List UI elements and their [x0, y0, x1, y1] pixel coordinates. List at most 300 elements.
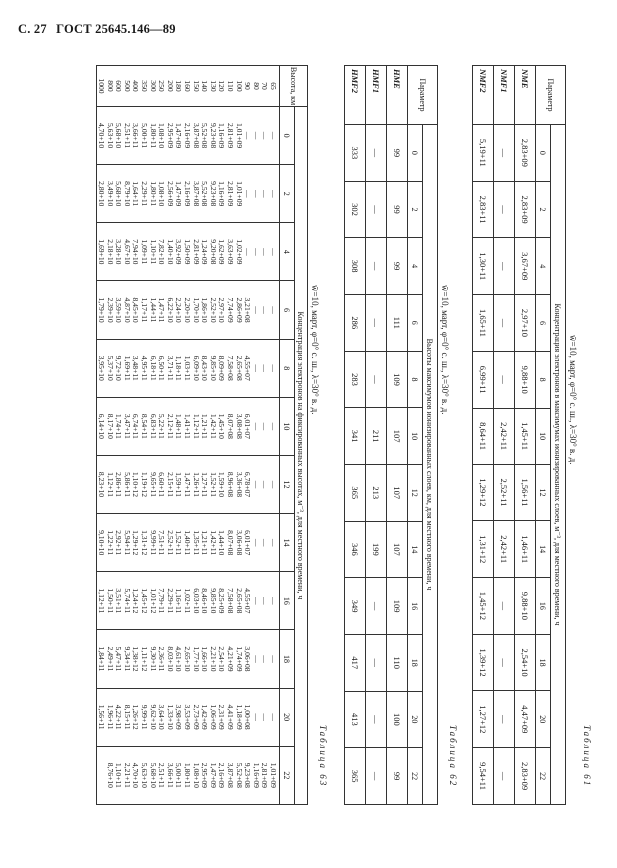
value-cell: 9,20+08 — [208, 239, 218, 265]
value-cell: 6,01+07 — [243, 530, 253, 556]
value-cell: 2,56+09 — [165, 181, 175, 207]
table-row — [366, 66, 387, 805]
value-cell: 346 — [345, 521, 366, 578]
value-cell: 8,09+09 — [217, 355, 227, 381]
value-cell: 9,85+10 — [208, 355, 218, 381]
value-cell: — — [251, 538, 261, 547]
value-cell: 4,21+09 — [226, 646, 236, 672]
value-cell: 3,87+08 — [226, 762, 236, 788]
value-cell: 3,49+10 — [105, 181, 115, 207]
value-cell: 333 — [345, 125, 366, 182]
value-cell: 1,08+10 — [157, 122, 167, 149]
value-cell: — — [260, 422, 270, 431]
value-cell: 109 — [387, 578, 408, 635]
value-cell: 1,39+12 — [473, 634, 494, 691]
value-cell: 5,00+11 — [174, 762, 184, 788]
param-name: NMF1 — [494, 66, 515, 125]
param-header: Параметр — [536, 66, 566, 125]
value-column — [96, 746, 279, 804]
value-cell: 2,83+09 — [515, 125, 536, 182]
hours-row — [408, 66, 423, 805]
value-cell: 1,52+11 — [208, 472, 218, 497]
value-cell: 2,95+09 — [200, 762, 210, 788]
value-cell: 1,69+11 — [122, 355, 132, 381]
value-cell: — — [251, 306, 261, 314]
height-value: 1000 — [97, 78, 107, 94]
hour-cell: 8 — [280, 339, 295, 397]
value-cell: 7,79+11 — [157, 588, 167, 614]
value-column — [96, 455, 279, 513]
hour-cell: 2 — [280, 165, 295, 223]
value-cell: — — [269, 364, 278, 372]
value-cell: 8,46+10 — [200, 588, 210, 614]
value-cell: 4,47+09 — [515, 691, 536, 748]
value-cell: 3,28+10 — [114, 239, 124, 265]
height-value: 350 — [140, 80, 150, 92]
value-cell: 3,66+11 — [131, 123, 141, 149]
hours-row — [536, 66, 551, 805]
value-cell: — — [243, 131, 253, 140]
value-cell: 9,34+11 — [122, 646, 132, 672]
header-row — [295, 66, 308, 805]
value-cell: 6,03+10 — [191, 588, 201, 614]
value-cell: — — [494, 295, 515, 352]
value-cell: 111 — [387, 294, 408, 351]
value-cell: 2,16+09 — [217, 762, 227, 788]
hour-cell: 8 — [536, 351, 551, 408]
value-cell: 6,60+11 — [157, 472, 167, 497]
value-cell: 9,85+10 — [208, 588, 218, 614]
value-column — [96, 281, 279, 339]
hour-cell: 20 — [280, 688, 295, 746]
value-cell: 100 — [387, 691, 408, 748]
page-header — [18, 22, 176, 37]
hour-cell: 22 — [280, 746, 295, 804]
value-cell: 2,81+09 — [260, 762, 270, 788]
hour-cell: 22 — [536, 748, 551, 805]
value-cell: 1,35+11 — [191, 530, 201, 556]
value-cell: 1,45+11 — [515, 408, 536, 464]
value-cell: 1,16+09 — [251, 762, 261, 788]
value-cell: 7,58+08 — [226, 355, 236, 381]
hour-cell: 16 — [536, 578, 551, 635]
value-cell: 1,03+11 — [183, 355, 193, 381]
value-cell: 3,47+11 — [122, 413, 132, 439]
value-cell: 1,21+11 — [200, 530, 210, 556]
height-value: 600 — [114, 80, 124, 92]
height-value: 80 — [251, 82, 261, 90]
value-cell: — — [251, 131, 261, 140]
value-cell: 110 — [387, 634, 408, 691]
value-cell: 1,02+09 — [234, 239, 244, 265]
value-cell: 1,40+11 — [183, 530, 193, 556]
value-cell: 1,66+10 — [200, 646, 210, 672]
value-cell: 2,39+10 — [105, 297, 115, 323]
value-cell: 1,47+09 — [174, 181, 184, 207]
value-cell: — — [260, 364, 270, 372]
value-cell: 1,80+11 — [148, 123, 158, 149]
value-cell: 2,42+11 — [494, 521, 515, 578]
value-cell: — — [494, 748, 515, 805]
value-cell: 3,66+11 — [165, 762, 175, 788]
value-cell: 107 — [387, 521, 408, 578]
value-cell: 1,18+11 — [174, 355, 184, 381]
value-cell: — — [251, 248, 261, 256]
value-cell: — — [260, 306, 270, 314]
value-cell: 2,31+09 — [217, 704, 227, 730]
hour-cell: 16 — [408, 578, 423, 635]
group-header: Высоты максимумов ионизированных слоев, км, для местного времени, ч — [423, 125, 438, 805]
table-row — [494, 66, 515, 805]
value-cell: 8,07+08 — [226, 530, 236, 556]
value-cell: 1,59+11 — [174, 472, 184, 497]
value-cell: 1,01+12 — [148, 588, 158, 614]
height-value: 180 — [174, 80, 184, 92]
height-value: 160 — [183, 80, 193, 92]
hour-cell: 14 — [280, 514, 295, 572]
value-cell: — — [269, 655, 278, 663]
table-62-label: Таблица 62 — [448, 725, 458, 788]
value-cell: 1,56+11 — [515, 464, 536, 521]
param-header: Параметр — [408, 66, 438, 125]
value-cell: 6,78+07 — [243, 471, 253, 498]
value-cell: 5,94+11 — [122, 530, 132, 556]
value-cell: 2,29+11 — [165, 588, 175, 614]
value-cell: 1,77+10 — [191, 646, 201, 672]
value-cell: 1,41+11 — [183, 413, 193, 439]
value-column — [96, 572, 279, 630]
height-value: 120 — [217, 80, 227, 92]
hour-cell: 18 — [280, 630, 295, 688]
hour-cell: 14 — [536, 521, 551, 578]
value-cell: — — [494, 691, 515, 748]
value-cell: 2,52+10 — [208, 297, 218, 323]
value-cell: 2,24+10 — [174, 297, 184, 323]
value-cell: 1,06+09 — [208, 704, 218, 730]
height-value: 150 — [191, 80, 201, 92]
value-cell: 4,41+09 — [226, 704, 236, 730]
value-cell: 1,00+08 — [243, 704, 253, 730]
value-cell: 1,16+09 — [217, 181, 227, 207]
heights-column — [96, 66, 279, 107]
value-cell: 2,18+10 — [105, 239, 115, 265]
param-name: HME — [387, 66, 408, 125]
value-cell: 8,76+10 — [105, 762, 115, 788]
group-header: Концентрация электронов в максимумах ионизированных слоев, м⁻³, для местного времени, ч — [551, 125, 566, 805]
value-column — [96, 397, 279, 455]
value-cell: 1,21+11 — [200, 413, 210, 439]
table-row — [515, 66, 536, 805]
hour-cell: 6 — [536, 295, 551, 352]
value-cell: 5,52+08 — [200, 122, 210, 149]
value-cell: 1,44+10 — [217, 530, 227, 556]
value-cell: 349 — [345, 578, 366, 635]
value-cell: 3,51+11 — [114, 588, 124, 614]
value-cell: — — [269, 189, 278, 198]
value-cell: 9,10+10 — [97, 530, 107, 556]
value-cell: 5,00+11 — [140, 123, 150, 149]
value-cell: 7,82+10 — [157, 239, 167, 265]
value-cell: 2,86+09 — [234, 297, 244, 323]
value-cell: 1,42+11 — [208, 413, 218, 439]
value-cell: — — [251, 597, 261, 605]
value-cell: 2,97+10 — [217, 297, 227, 323]
height-value: 70 — [260, 82, 270, 90]
value-column — [96, 688, 279, 746]
param-name: NMF2 — [473, 66, 494, 125]
hour-cell: 8 — [408, 351, 423, 408]
value-cell: — — [366, 748, 387, 805]
value-cell: 1,64+11 — [131, 181, 141, 207]
value-cell: 1,08+10 — [191, 762, 201, 788]
value-cell: 1,56+11 — [97, 704, 107, 730]
value-cell: 9,23+08 — [243, 762, 253, 788]
value-cell: — — [260, 131, 270, 140]
value-cell: 8,64+11 — [473, 408, 494, 464]
value-cell: — — [251, 422, 261, 431]
value-cell: 109 — [387, 351, 408, 408]
value-cell: 8,15+11 — [122, 704, 132, 730]
value-cell: 1,84+11 — [97, 646, 107, 672]
hour-cell: 18 — [408, 634, 423, 691]
value-cell: — — [494, 578, 515, 635]
value-cell: 8,07+08 — [226, 413, 236, 439]
value-cell: 1,11+12 — [140, 646, 150, 672]
value-cell: — — [251, 655, 261, 663]
value-cell: — — [260, 248, 270, 256]
value-cell: 8,23+10 — [97, 471, 107, 498]
value-cell: 99 — [387, 125, 408, 182]
value-cell: 1,31+12 — [473, 521, 494, 578]
value-cell: 1,31+12 — [140, 530, 150, 556]
value-cell: 286 — [345, 294, 366, 351]
value-cell: 4,95+11 — [140, 355, 150, 381]
value-column — [96, 339, 279, 397]
value-cell: — — [366, 634, 387, 691]
value-cell: 2,15+11 — [165, 472, 175, 497]
height-value: 65 — [269, 82, 278, 90]
hour-cell: 12 — [536, 464, 551, 521]
value-cell: 2,92+11 — [114, 530, 124, 556]
value-cell: 1,12+11 — [105, 472, 115, 497]
value-cell: 3,06+08 — [243, 646, 253, 672]
value-cell: 1,50+09 — [183, 239, 193, 265]
value-cell: 1,10+11 — [114, 762, 124, 788]
value-cell: 6,18+11 — [148, 355, 158, 381]
value-cell: 5,68+10 — [148, 762, 158, 788]
hour-cell: 4 — [408, 238, 423, 295]
hour-cell: 20 — [536, 691, 551, 748]
table-row — [473, 66, 494, 805]
value-cell: — — [366, 238, 387, 295]
value-cell: 7,94+10 — [131, 239, 141, 265]
value-cell: 2,29+11 — [140, 181, 150, 207]
table-63-label: Таблица 63 — [318, 725, 328, 788]
value-cell: 5,52+08 — [234, 762, 244, 788]
value-cell: 1,79+10 — [97, 297, 107, 323]
value-cell: 2,12+11 — [165, 413, 175, 439]
group-header: Концентрация электронов на фиксированных высотах, м⁻³, для местного времени, ч — [295, 107, 308, 805]
value-column — [96, 165, 279, 223]
value-cell: 8,96+08 — [226, 471, 236, 498]
value-cell: 6,83+11 — [148, 413, 158, 439]
value-cell: 1,29+12 — [473, 464, 494, 521]
rotated-content — [11, 55, 596, 835]
value-cell: 2,86+11 — [114, 472, 124, 497]
value-cell: 4,22+11 — [114, 704, 124, 730]
value-cell: 4,87+10 — [122, 297, 132, 323]
height-value: 250 — [157, 80, 167, 92]
value-cell: 2,65+10 — [183, 646, 193, 672]
value-cell: 3,92+09 — [174, 239, 184, 265]
value-cell: 2,54+10 — [515, 634, 536, 691]
value-cell: — — [269, 538, 278, 547]
value-cell: 9,54+11 — [473, 748, 494, 805]
value-cell: 2,51+11 — [122, 123, 132, 149]
value-cell: — — [260, 538, 270, 547]
height-value: 400 — [131, 80, 141, 92]
value-cell: 1,12+11 — [191, 413, 201, 439]
value-cell: 6,22+10 — [165, 297, 175, 323]
value-cell: 213 — [366, 464, 387, 521]
hour-cell: 18 — [536, 634, 551, 691]
hours-row — [280, 66, 295, 805]
value-cell: 9,88+10 — [515, 578, 536, 635]
value-cell: 9,99+11 — [148, 530, 158, 556]
value-cell: 4,67+10 — [122, 239, 132, 265]
value-cell: — — [251, 189, 261, 198]
value-cell: 1,19+12 — [140, 471, 150, 498]
value-cell: 9,23+08 — [208, 122, 218, 149]
value-cell: 413 — [345, 691, 366, 748]
value-cell: 1,10+11 — [148, 239, 158, 265]
value-cell: 3,21+08 — [243, 297, 253, 323]
value-cell: — — [494, 125, 515, 182]
value-cell: 9,88+10 — [515, 351, 536, 408]
value-cell: 1,70+10 — [191, 297, 201, 323]
value-cell: 2,52+11 — [494, 464, 515, 521]
header-row — [551, 66, 566, 805]
value-cell: 1,18+09 — [234, 704, 244, 730]
value-cell: 1,01+09 — [269, 762, 278, 788]
hour-cell: 0 — [536, 125, 551, 182]
table-62 — [344, 65, 438, 805]
value-cell: — — [494, 238, 515, 295]
value-cell: 3,98+09 — [174, 704, 184, 730]
table-61-label: Таблица 61 — [582, 725, 592, 788]
hour-cell: 6 — [408, 294, 423, 351]
value-cell: 8,03+10 — [165, 646, 175, 672]
value-cell: 2,81+09 — [226, 181, 236, 207]
value-cell: 1,09+11 — [140, 239, 150, 265]
height-value: 300 — [148, 80, 158, 92]
hour-cell: 12 — [280, 455, 295, 513]
value-cell: 1,33+10 — [165, 704, 175, 730]
value-column — [96, 630, 279, 688]
value-cell: 1,74+11 — [114, 413, 124, 439]
value-cell: 2,81+09 — [226, 122, 236, 149]
value-cell: 3,71+11 — [165, 355, 175, 381]
value-cell: 3,95+10 — [97, 355, 107, 381]
value-cell: — — [494, 634, 515, 691]
height-value: 500 — [122, 80, 132, 92]
value-cell: 5,63+10 — [140, 762, 150, 788]
value-cell: 5,19+11 — [473, 125, 494, 182]
value-cell: 365 — [345, 748, 366, 805]
height-value: 110 — [226, 80, 236, 92]
hour-cell: 10 — [280, 397, 295, 455]
value-cell: 2,16+09 — [183, 122, 193, 149]
value-cell: 1,69+10 — [97, 239, 107, 265]
value-cell: 1,47+11 — [157, 297, 167, 323]
page-number: С. 27 — [18, 22, 47, 36]
value-cell: 8,43+10 — [200, 355, 210, 381]
table-row — [387, 66, 408, 805]
value-cell: 5,86+11 — [122, 472, 132, 497]
value-cell: 6,50+11 — [157, 355, 167, 381]
value-cell: 1,01+09 — [234, 181, 244, 207]
value-cell: 3,87+08 — [191, 181, 201, 207]
value-cell: 9,23+08 — [208, 181, 218, 207]
value-cell: 6,74+11 — [131, 413, 141, 439]
value-cell: 7,51+11 — [157, 530, 167, 556]
value-cell: 5,47+11 — [114, 646, 124, 672]
value-column — [96, 223, 279, 281]
height-value: 90 — [243, 82, 253, 90]
value-cell: 1,12+11 — [97, 588, 107, 614]
hour-cell: 10 — [408, 408, 423, 465]
value-cell: 3,87+08 — [191, 122, 201, 149]
value-cell: 1,24+12 — [131, 588, 141, 614]
value-cell: 308 — [345, 238, 366, 295]
value-cell: 8,54+11 — [140, 413, 150, 439]
value-cell: 5,22+11 — [157, 413, 167, 439]
value-cell: — — [260, 713, 270, 721]
value-cell: — — [260, 189, 270, 198]
value-cell: 1,24+09 — [200, 239, 210, 265]
value-cell: 1,44+11 — [148, 297, 158, 323]
value-cell: 341 — [345, 408, 366, 465]
value-cell: 1,46+11 — [515, 521, 536, 578]
value-cell: 211 — [366, 408, 387, 465]
value-cell: 1,02+11 — [183, 588, 193, 614]
height-value: 130 — [208, 80, 218, 92]
value-cell: 1,26+12 — [131, 704, 141, 730]
value-cell: 1,45+12 — [473, 578, 494, 635]
hour-cell: 16 — [280, 572, 295, 630]
value-cell: — — [251, 480, 261, 489]
hour-cell: 20 — [408, 691, 423, 748]
value-cell: 3,36+08 — [234, 471, 244, 498]
value-cell: — — [269, 306, 278, 314]
hour-cell: 0 — [280, 107, 295, 165]
value-cell: 3,06+08 — [234, 530, 244, 556]
value-cell: 4,55+07 — [243, 588, 253, 614]
value-cell: 9,99+11 — [140, 704, 150, 730]
value-cell: 99 — [387, 181, 408, 238]
table-62-condition: w̄=10, март, φ=0° с. ш., λ=30° в. д. — [440, 285, 450, 415]
value-cell: — — [260, 655, 270, 663]
value-cell: 1,42+09 — [200, 704, 210, 730]
value-cell: — — [366, 294, 387, 351]
value-cell: 3,59+10 — [114, 297, 124, 323]
hour-cell: 4 — [280, 223, 295, 281]
value-cell: 2,65+08 — [234, 588, 244, 614]
value-cell: 2,51+11 — [157, 762, 167, 788]
value-cell: 2,73+09 — [191, 704, 201, 730]
value-cell: 5,68+10 — [114, 122, 124, 149]
value-cell: 5,37+10 — [105, 355, 115, 381]
